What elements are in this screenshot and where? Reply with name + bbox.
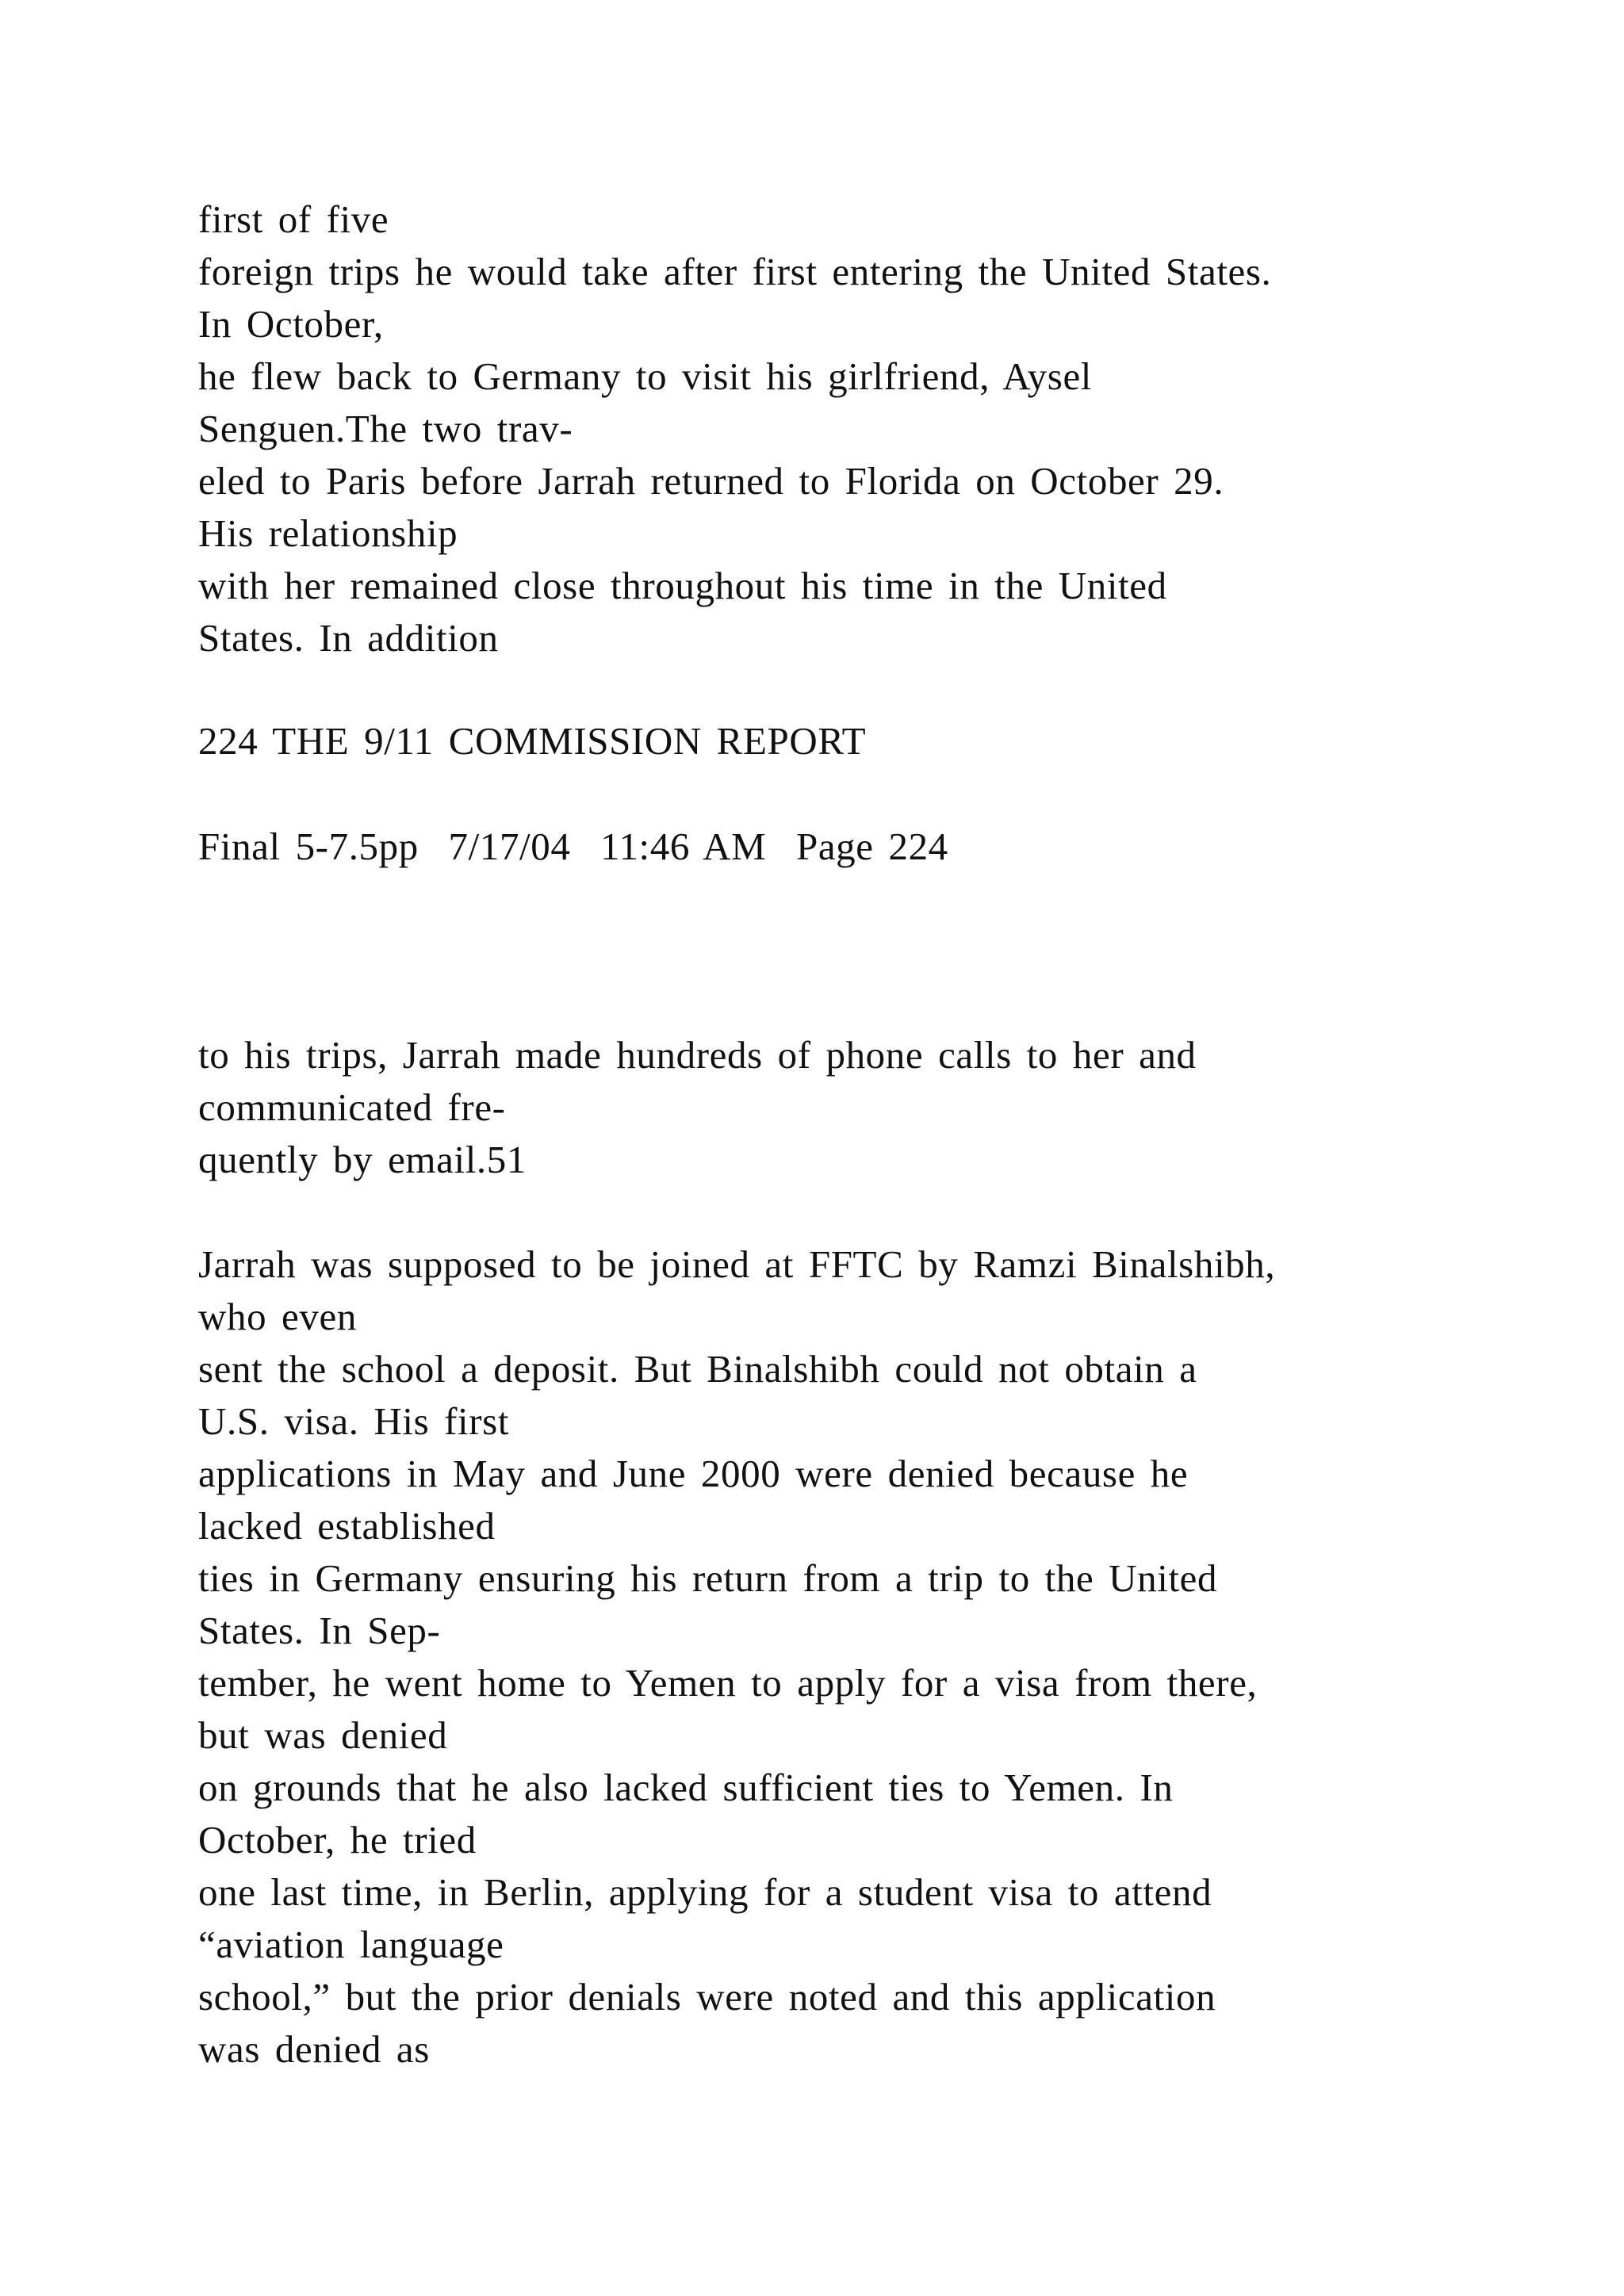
text-line: school,” but the prior denials were noted and this application (198, 1975, 1216, 2019)
text-line: States. In addition (198, 616, 499, 660)
paragraph-binalshibh-visa (198, 1238, 1507, 2076)
text-line: October, he tried (198, 1818, 477, 1862)
text-line: but was denied (198, 1713, 448, 1757)
text-line: States. In Sep- (198, 1609, 441, 1652)
paragraph-jarrah-trips (198, 193, 1507, 664)
print-slug-text: Final 5-7.5pp 7/17/04 11:46 AM Page 224 (198, 825, 948, 868)
text-line: sent the school a deposit. But Binalshibh could not obtain a (198, 1347, 1197, 1391)
text-line: quently by email.51 (198, 1138, 527, 1181)
text-line: foreign trips he would take after first entering the United States. (198, 250, 1272, 293)
text-line: who even (198, 1295, 357, 1338)
text-line: with her remained close throughout his time in the United (198, 564, 1167, 607)
text-line: tember, he went home to Yemen to apply for a visa from there, (198, 1661, 1258, 1705)
running-footer (198, 715, 1507, 767)
running-footer-text: 224 THE 9/11 COMMISSION REPORT (198, 719, 867, 763)
paragraph-phone-calls (198, 1029, 1507, 1186)
text-line: U.S. visa. His first (198, 1399, 510, 1443)
text-line: ties in Germany ensuring his return from a trip to the United (198, 1556, 1218, 1600)
text-line: first of five (198, 197, 389, 241)
text-line: on grounds that he also lacked sufficient ties to Yemen. In (198, 1766, 1174, 1809)
text-line: “aviation language (198, 1923, 504, 1966)
text-line: In October, (198, 302, 384, 346)
print-slug (198, 821, 1507, 873)
text-line: communicated fre- (198, 1085, 506, 1129)
text-line: one last time, in Berlin, applying for a student visa to attend (198, 1870, 1212, 1914)
text-line: to his trips, Jarrah made hundreds of phone calls to her and (198, 1033, 1197, 1077)
text-line: he flew back to Germany to visit his girlfriend, Aysel (198, 354, 1093, 398)
text-line: Senguen.The two trav- (198, 407, 573, 450)
text-line: Jarrah was supposed to be joined at FFTC by Ramzi Binalshibh, (198, 1242, 1276, 1286)
text-line: applications in May and June 2000 were denied because he (198, 1452, 1189, 1495)
text-line: His relationship (198, 511, 458, 555)
text-line: lacked established (198, 1504, 496, 1548)
text-line: eled to Paris before Jarrah returned to Florida on October 29. (198, 459, 1224, 503)
text-line: was denied as (198, 2027, 430, 2071)
